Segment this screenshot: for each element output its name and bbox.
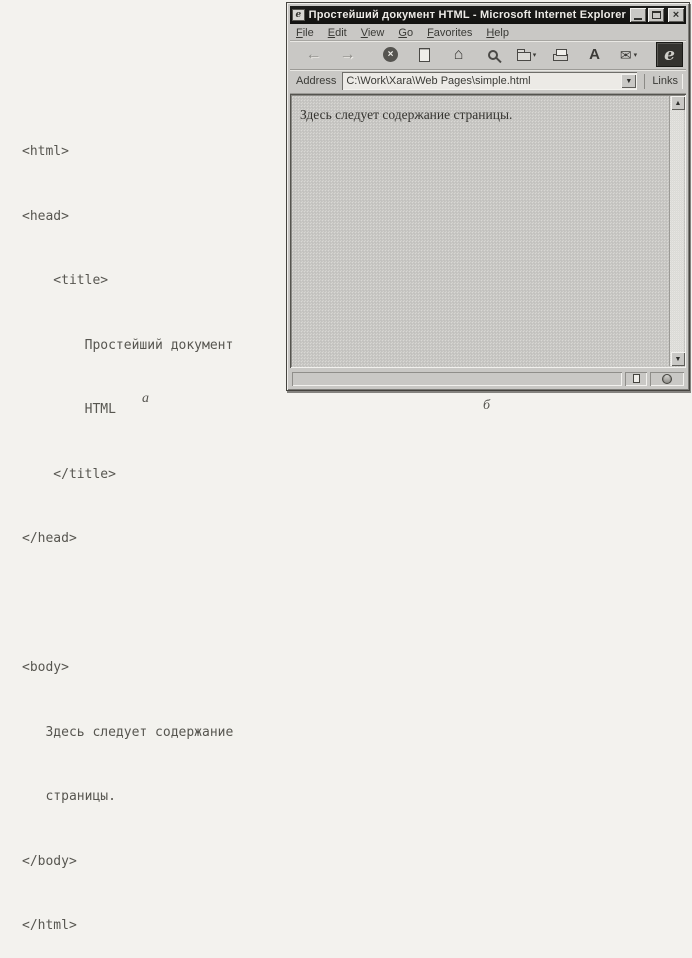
menu-view[interactable]: View (360, 26, 385, 39)
font-icon: A (589, 46, 600, 63)
scroll-up-button[interactable] (671, 96, 685, 110)
menu-go[interactable]: Go (398, 26, 414, 39)
status-zone-pane (650, 372, 684, 386)
maximize-button[interactable] (648, 8, 664, 22)
forward-button[interactable] (332, 42, 363, 67)
code-line: </title> (22, 466, 116, 482)
address-dropdown-button[interactable] (621, 74, 636, 88)
code-line: Здесь следует содержание (22, 724, 234, 740)
code-line (22, 593, 233, 615)
favorites-icon (517, 52, 531, 61)
print-button[interactable] (545, 42, 576, 67)
code-line: <head> (22, 208, 69, 224)
stop-icon: × (383, 47, 398, 62)
figure-label-a: а (142, 391, 149, 406)
ie-logo-icon: e (656, 42, 683, 67)
down-arrow-icon: ▼ (674, 355, 682, 363)
search-button[interactable] (477, 42, 508, 67)
scroll-down-button[interactable] (671, 352, 685, 366)
figure-label-b: б (483, 398, 491, 413)
window-title: Простейший документ HTML - Microsoft Internet Explorer (308, 9, 626, 21)
code-line: </body> (22, 853, 77, 869)
search-icon (488, 50, 498, 60)
status-document-pane (625, 372, 647, 386)
refresh-button[interactable] (409, 42, 440, 67)
links-button[interactable]: Links (644, 74, 683, 89)
ie-browser-window (286, 2, 690, 391)
page-text: Здесь следует содержание страницы. (300, 107, 513, 122)
code-line: <html> (22, 144, 69, 159)
window-controls (630, 8, 684, 22)
globe-icon (662, 374, 672, 384)
forward-icon: → (339, 45, 356, 63)
minimize-icon (634, 18, 642, 20)
refresh-icon (419, 48, 430, 62)
menu-bar (290, 24, 686, 41)
mail-icon: ✉ (619, 46, 632, 63)
mail-button[interactable] (613, 42, 644, 67)
code-line: HTML (22, 402, 116, 417)
code-line: Простейший документ (22, 337, 234, 353)
address-combo[interactable] (342, 72, 637, 90)
back-button[interactable] (298, 42, 329, 67)
vertical-scrollbar[interactable] (669, 96, 684, 366)
menu-favorites[interactable]: Favorites (427, 26, 473, 39)
menu-edit[interactable]: Edit (327, 26, 347, 39)
close-icon: × (672, 8, 680, 21)
status-message-pane (292, 372, 622, 386)
close-button[interactable] (668, 8, 684, 22)
code-line: <body> (22, 660, 69, 675)
chevron-down-icon: ▼ (625, 77, 633, 85)
status-bar (290, 368, 686, 387)
window-icon: e (292, 9, 305, 21)
chevron-down-icon: ▾ (633, 51, 638, 59)
minimize-button[interactable] (630, 8, 646, 22)
menu-help[interactable]: Help (486, 26, 509, 39)
page-content-area (290, 94, 686, 368)
title-bar[interactable] (290, 6, 686, 24)
stop-button[interactable] (375, 42, 406, 67)
document-icon (633, 374, 640, 383)
code-line: страницы. (22, 789, 116, 804)
address-bar (290, 70, 686, 94)
maximize-icon (652, 11, 661, 19)
back-icon: ← (305, 45, 322, 63)
favorites-button[interactable] (511, 42, 542, 67)
toolbar (290, 41, 686, 70)
code-line: </head> (22, 531, 77, 546)
up-arrow-icon: ▲ (674, 99, 682, 107)
address-input[interactable] (343, 75, 621, 87)
home-button[interactable] (443, 42, 474, 67)
chevron-down-icon: ▾ (532, 51, 537, 59)
code-line: <title> (22, 273, 109, 288)
address-label: Address (296, 75, 337, 87)
font-button[interactable] (579, 42, 610, 67)
home-icon: ⌂ (453, 45, 464, 63)
html-source-listing (22, 98, 233, 958)
menu-file[interactable]: File (296, 26, 314, 39)
code-line: </html> (22, 918, 77, 933)
print-icon (553, 54, 568, 61)
